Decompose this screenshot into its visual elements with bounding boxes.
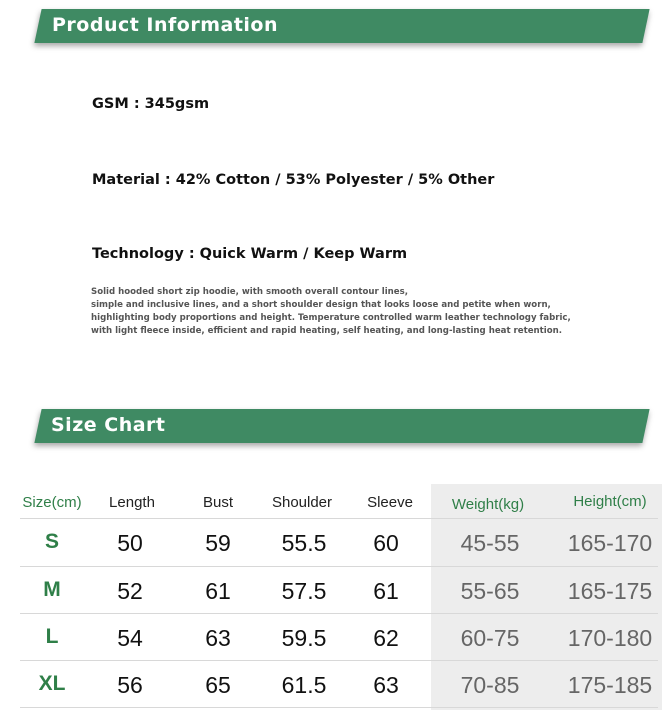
size-cell: L <box>45 625 59 648</box>
product-info-title: Product Information <box>52 14 279 36</box>
header-size: Size(cm) <box>22 494 82 511</box>
header-bust: Bust <box>202 494 233 511</box>
weight-cell: 45-55 <box>460 530 520 556</box>
description-line: simple and inclusive lines, and a short shoulder design that looks loose and petite when worn, <box>91 300 551 310</box>
size-cell: XL <box>38 672 66 695</box>
row-divider <box>20 518 658 519</box>
bust-cell: 65 <box>205 672 231 698</box>
sleeve-cell: 63 <box>373 672 399 698</box>
weight-cell: 70-85 <box>460 672 520 698</box>
bust-cell: 59 <box>205 530 231 556</box>
length-cell: 50 <box>117 530 143 556</box>
weight-cell: 55-65 <box>460 578 520 604</box>
row-divider <box>20 707 658 708</box>
sleeve-cell: 62 <box>373 625 399 651</box>
length-cell: 52 <box>117 578 143 604</box>
header-length: Length <box>109 494 155 511</box>
header-weight: Weight(kg) <box>451 496 525 513</box>
row-divider <box>20 660 658 661</box>
height-cell: 165-175 <box>567 578 653 604</box>
shoulder-cell: 61.5 <box>281 672 327 698</box>
bust-cell: 61 <box>205 578 231 604</box>
shoulder-cell: 57.5 <box>281 578 327 604</box>
weight-cell: 60-75 <box>460 625 520 651</box>
height-cell: 175-185 <box>567 672 653 698</box>
technology-text: Technology : Quick Warm / Keep Warm <box>92 246 408 262</box>
header-height: Height(cm) <box>573 493 647 510</box>
gsm-text: GSM : 345gsm <box>92 96 210 112</box>
sleeve-cell: 61 <box>373 578 399 604</box>
size-cell: M <box>43 578 61 601</box>
material-text: Material : 42% Cotton / 53% Polyester / 5% Other <box>92 172 495 188</box>
height-cell: 165-170 <box>567 530 653 556</box>
length-cell: 56 <box>117 672 143 698</box>
height-cell: 170-180 <box>567 625 653 651</box>
row-divider <box>20 566 658 567</box>
size-table <box>14 482 662 712</box>
description-line: with light fleece inside, efficient and rapid heating, self heating, and long-lasting heat retention. <box>91 326 563 336</box>
shoulder-cell: 55.5 <box>281 530 327 556</box>
row-divider <box>20 613 658 614</box>
description-line: Solid hooded short zip hoodie, with smooth overall contour lines, <box>91 287 408 297</box>
length-cell: 54 <box>117 625 143 651</box>
product-description <box>91 286 651 338</box>
shoulder-cell: 59.5 <box>281 625 327 651</box>
size-chart-title: Size Chart <box>51 414 166 436</box>
header-sleeve: Sleeve <box>367 494 413 511</box>
size-cell: S <box>44 530 59 553</box>
header-shoulder: Shoulder <box>271 494 333 511</box>
bust-cell: 63 <box>205 625 231 651</box>
description-line: highlighting body proportions and height. Temperature controlled warm leather technology fabric, <box>91 313 571 323</box>
sleeve-cell: 60 <box>373 530 399 556</box>
